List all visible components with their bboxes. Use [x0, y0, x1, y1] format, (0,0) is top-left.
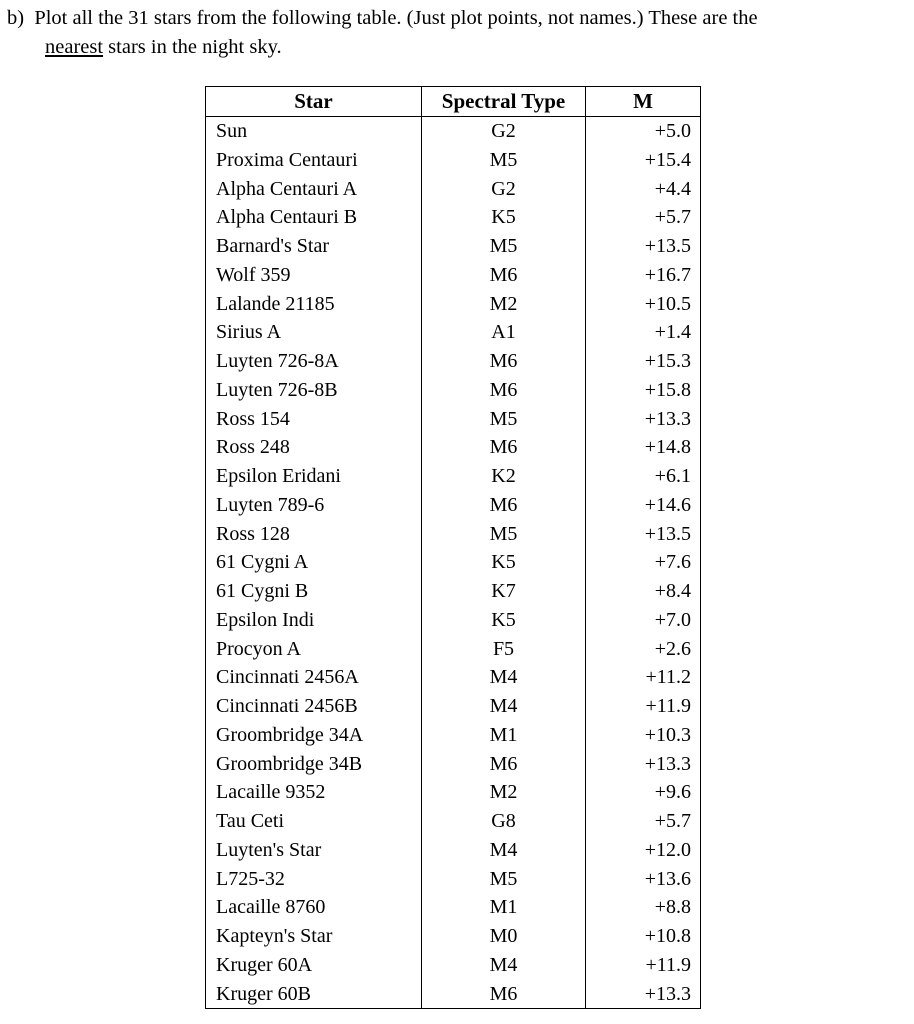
- absolute-magnitude-cell: +1.4: [586, 318, 701, 347]
- header-m: M: [586, 87, 701, 117]
- spectral-type-cell: M2: [422, 289, 586, 318]
- star-name-cell: Wolf 359: [206, 261, 422, 290]
- star-name-cell: Sirius A: [206, 318, 422, 347]
- table-row: [206, 491, 701, 520]
- spectral-type-cell: A1: [422, 318, 586, 347]
- table-header-row: [206, 87, 701, 117]
- table-row: [206, 203, 701, 232]
- absolute-magnitude-cell: +8.8: [586, 893, 701, 922]
- star-name-cell: Barnard's Star: [206, 232, 422, 261]
- star-name-cell: Groombridge 34B: [206, 749, 422, 778]
- spectral-type-cell: F5: [422, 634, 586, 663]
- header-star: Star: [206, 87, 422, 117]
- spectral-type-cell: M5: [422, 146, 586, 175]
- spectral-type-cell: K5: [422, 548, 586, 577]
- spectral-type-cell: M2: [422, 778, 586, 807]
- spectral-type-cell: G2: [422, 174, 586, 203]
- table-row: [206, 864, 701, 893]
- spectral-type-cell: M5: [422, 232, 586, 261]
- absolute-magnitude-cell: +7.6: [586, 548, 701, 577]
- absolute-magnitude-cell: +16.7: [586, 261, 701, 290]
- absolute-magnitude-cell: +13.6: [586, 864, 701, 893]
- spectral-type-cell: M6: [422, 347, 586, 376]
- table-row: [206, 979, 701, 1008]
- table-row: [206, 519, 701, 548]
- star-name-cell: 61 Cygni A: [206, 548, 422, 577]
- table-row: [206, 146, 701, 175]
- question-line-2: [7, 33, 911, 62]
- table-row: [206, 174, 701, 203]
- star-name-cell: Cincinnati 2456A: [206, 663, 422, 692]
- star-name-cell: Luyten 789-6: [206, 491, 422, 520]
- table-body: [206, 116, 701, 1008]
- star-name-cell: Lalande 21185: [206, 289, 422, 318]
- table-row: [206, 749, 701, 778]
- spectral-type-cell: M6: [422, 261, 586, 290]
- absolute-magnitude-cell: +4.4: [586, 174, 701, 203]
- table-row: [206, 663, 701, 692]
- table-row: [206, 634, 701, 663]
- absolute-magnitude-cell: +10.8: [586, 922, 701, 951]
- nearest-stars-table: [205, 86, 701, 1009]
- spectral-type-cell: M6: [422, 491, 586, 520]
- spectral-type-cell: M4: [422, 692, 586, 721]
- star-name-cell: Lacaille 8760: [206, 893, 422, 922]
- star-name-cell: L725-32: [206, 864, 422, 893]
- spectral-type-cell: M6: [422, 979, 586, 1008]
- spectral-type-cell: G8: [422, 807, 586, 836]
- star-name-cell: Ross 248: [206, 433, 422, 462]
- absolute-magnitude-cell: +5.7: [586, 807, 701, 836]
- star-name-cell: Sun: [206, 116, 422, 145]
- spectral-type-cell: M4: [422, 951, 586, 980]
- star-name-cell: Alpha Centauri A: [206, 174, 422, 203]
- table-row: [206, 116, 701, 145]
- spectral-type-cell: M6: [422, 376, 586, 405]
- spectral-type-cell: M5: [422, 864, 586, 893]
- spectral-type-cell: M6: [422, 749, 586, 778]
- spectral-type-cell: M1: [422, 893, 586, 922]
- absolute-magnitude-cell: +10.5: [586, 289, 701, 318]
- absolute-magnitude-cell: +10.3: [586, 721, 701, 750]
- absolute-magnitude-cell: +14.8: [586, 433, 701, 462]
- absolute-magnitude-cell: +15.3: [586, 347, 701, 376]
- absolute-magnitude-cell: +11.9: [586, 951, 701, 980]
- absolute-magnitude-cell: +13.3: [586, 749, 701, 778]
- star-name-cell: Cincinnati 2456B: [206, 692, 422, 721]
- absolute-magnitude-cell: +13.5: [586, 232, 701, 261]
- absolute-magnitude-cell: +13.3: [586, 979, 701, 1008]
- absolute-magnitude-cell: +15.8: [586, 376, 701, 405]
- spectral-type-cell: M4: [422, 836, 586, 865]
- absolute-magnitude-cell: +5.7: [586, 203, 701, 232]
- star-name-cell: Alpha Centauri B: [206, 203, 422, 232]
- absolute-magnitude-cell: +15.4: [586, 146, 701, 175]
- question-line-2-rest: stars in the night sky.: [103, 36, 282, 58]
- table-row: [206, 577, 701, 606]
- table-row: [206, 778, 701, 807]
- table-row: [206, 289, 701, 318]
- spectral-type-cell: G2: [422, 116, 586, 145]
- star-name-cell: Procyon A: [206, 634, 422, 663]
- table-row: [206, 318, 701, 347]
- absolute-magnitude-cell: +11.2: [586, 663, 701, 692]
- star-name-cell: Ross 128: [206, 519, 422, 548]
- star-name-cell: Ross 154: [206, 404, 422, 433]
- star-name-cell: Luyten 726-8A: [206, 347, 422, 376]
- spectral-type-cell: M0: [422, 922, 586, 951]
- absolute-magnitude-cell: +8.4: [586, 577, 701, 606]
- spectral-type-cell: K5: [422, 203, 586, 232]
- table-row: [206, 232, 701, 261]
- star-name-cell: Luyten 726-8B: [206, 376, 422, 405]
- spectral-type-cell: K2: [422, 462, 586, 491]
- absolute-magnitude-cell: +6.1: [586, 462, 701, 491]
- spectral-type-cell: K7: [422, 577, 586, 606]
- absolute-magnitude-cell: +2.6: [586, 634, 701, 663]
- question-line-1: b) Plot all the 31 stars from the following table. (Just plot points, not names.) These are the: [7, 7, 758, 29]
- underlined-word: nearest: [45, 36, 104, 58]
- star-name-cell: Luyten's Star: [206, 836, 422, 865]
- star-name-cell: Kruger 60B: [206, 979, 422, 1008]
- star-name-cell: Tau Ceti: [206, 807, 422, 836]
- star-name-cell: 61 Cygni B: [206, 577, 422, 606]
- table-row: [206, 951, 701, 980]
- table-row: [206, 721, 701, 750]
- star-name-cell: Proxima Centauri: [206, 146, 422, 175]
- table-row: [206, 836, 701, 865]
- spectral-type-cell: M1: [422, 721, 586, 750]
- absolute-magnitude-cell: +14.6: [586, 491, 701, 520]
- table-row: [206, 893, 701, 922]
- table-row: [206, 261, 701, 290]
- star-name-cell: Epsilon Eridani: [206, 462, 422, 491]
- table-row: [206, 807, 701, 836]
- question-text: [7, 4, 911, 62]
- table-row: [206, 404, 701, 433]
- absolute-magnitude-cell: +13.3: [586, 404, 701, 433]
- header-spectral-type: Spectral Type: [422, 87, 586, 117]
- star-name-cell: Epsilon Indi: [206, 606, 422, 635]
- absolute-magnitude-cell: +13.5: [586, 519, 701, 548]
- absolute-magnitude-cell: +7.0: [586, 606, 701, 635]
- spectral-type-cell: M6: [422, 433, 586, 462]
- star-name-cell: Lacaille 9352: [206, 778, 422, 807]
- table-row: [206, 606, 701, 635]
- table-row: [206, 692, 701, 721]
- absolute-magnitude-cell: +12.0: [586, 836, 701, 865]
- absolute-magnitude-cell: +11.9: [586, 692, 701, 721]
- absolute-magnitude-cell: +5.0: [586, 116, 701, 145]
- spectral-type-cell: M4: [422, 663, 586, 692]
- star-name-cell: Kapteyn's Star: [206, 922, 422, 951]
- spectral-type-cell: M5: [422, 404, 586, 433]
- table-row: [206, 922, 701, 951]
- table-row: [206, 433, 701, 462]
- table-row: [206, 347, 701, 376]
- table-row: [206, 548, 701, 577]
- spectral-type-cell: M5: [422, 519, 586, 548]
- absolute-magnitude-cell: +9.6: [586, 778, 701, 807]
- table-row: [206, 462, 701, 491]
- star-name-cell: Kruger 60A: [206, 951, 422, 980]
- star-name-cell: Groombridge 34A: [206, 721, 422, 750]
- table-row: [206, 376, 701, 405]
- spectral-type-cell: K5: [422, 606, 586, 635]
